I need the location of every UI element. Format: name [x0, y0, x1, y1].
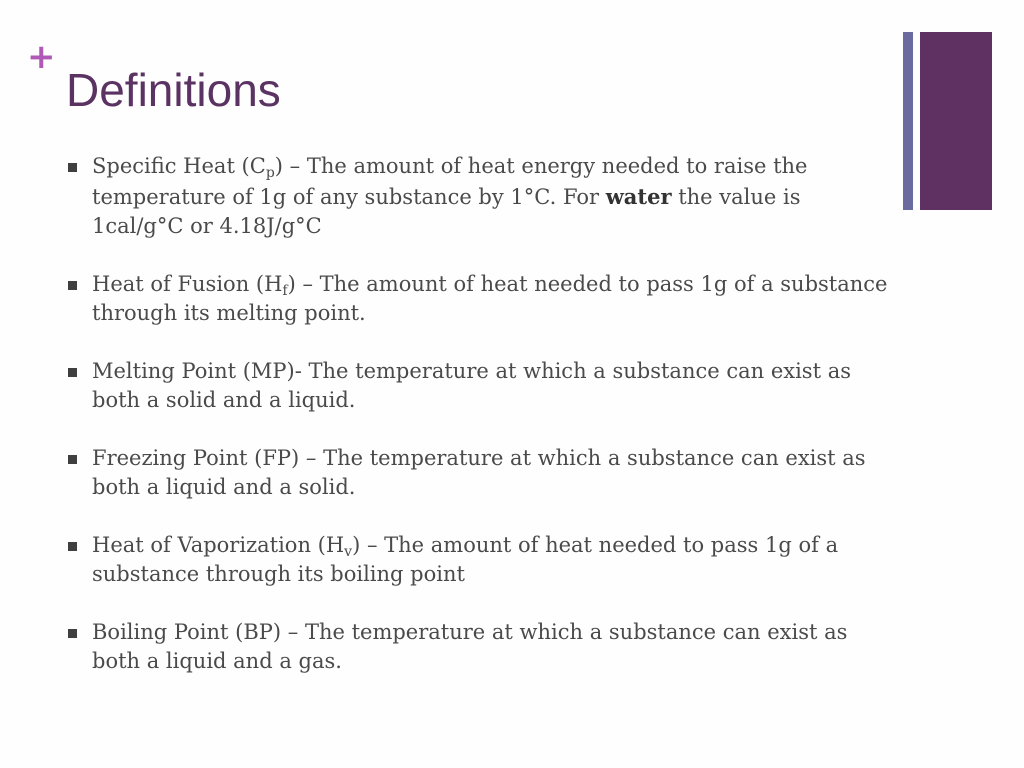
square-bullet-icon [68, 281, 77, 290]
definition-term: Heat of Fusion (H [92, 271, 283, 296]
definition-melting-point [68, 357, 888, 416]
definition-boiling-point [68, 618, 888, 677]
definition-text: Melting Point (MP)- The temperature at which a substance can exist as both a solid and a liquid. [92, 358, 851, 412]
accent-bar-thin [903, 32, 913, 210]
definition-text: ) – The amount of heat energy needed to raise the temperature of 1g of any substance by 1°C. For [92, 154, 808, 209]
square-bullet-icon [68, 542, 77, 551]
definition-heat-of-vaporization [68, 531, 888, 590]
square-bullet-icon [68, 455, 77, 464]
subscript: p [265, 165, 275, 181]
definition-text-tail: the value is 1cal/g°C or 4.18J/g°C [92, 184, 801, 238]
definition-specific-heat [68, 152, 888, 242]
definition-list [68, 152, 888, 705]
definition-text: Freezing Point (FP) – The temperature at which a substance can exist as both a liquid and a solid. [92, 445, 866, 499]
square-bullet-icon [68, 368, 77, 377]
square-bullet-icon [68, 629, 77, 638]
plus-icon: + [27, 37, 56, 77]
definition-text: ) – The amount of heat needed to pass 1g of a substance through its melting point. [92, 271, 888, 325]
emphasis-text: water [605, 183, 672, 209]
subscript: f [282, 282, 288, 299]
definition-heat-of-fusion [68, 270, 888, 329]
square-bullet-icon [68, 163, 77, 172]
accent-bar-wide [920, 32, 992, 210]
definition-term: Specific Heat (C [92, 154, 266, 178]
definition-freezing-point [68, 444, 888, 503]
slide-title: Definitions [66, 64, 281, 116]
definition-term: Heat of Vaporization (H [92, 532, 345, 557]
definition-text: Boiling Point (BP) – The temperature at which a substance can exist as both a liquid and a gas. [92, 619, 848, 673]
definition-text: ) – The amount of heat needed to pass 1g of a substance through its boiling point [92, 532, 839, 586]
subscript: v [344, 543, 353, 560]
